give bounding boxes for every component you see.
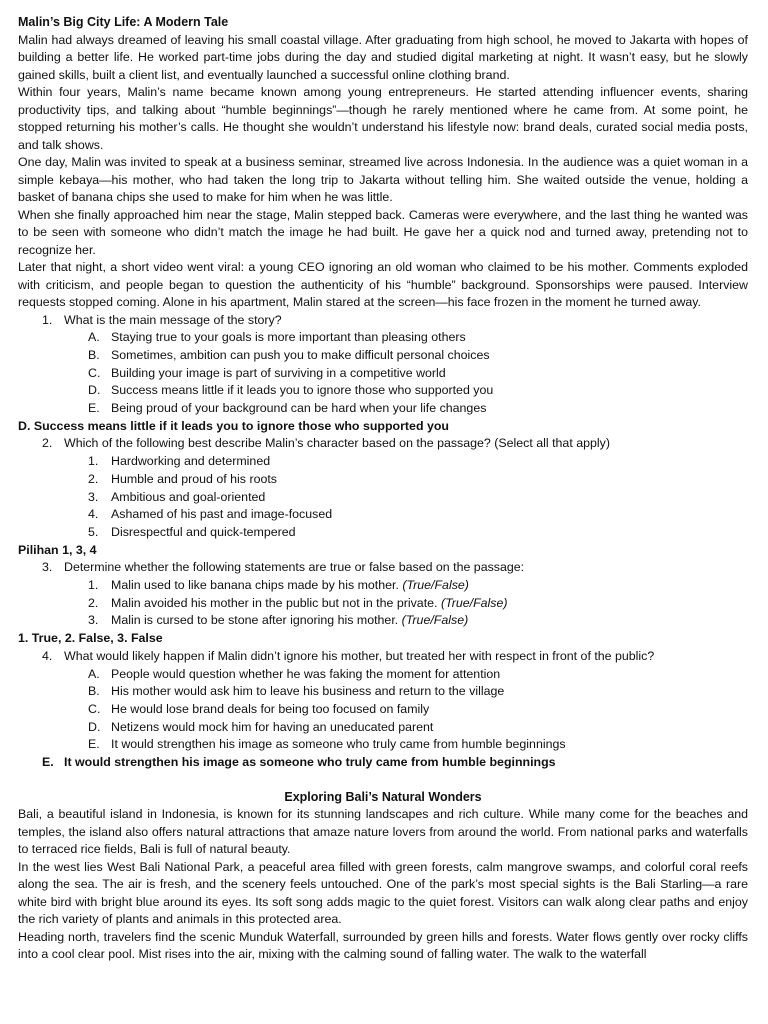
option-item bbox=[18, 400, 748, 418]
option-item bbox=[18, 506, 748, 524]
option-text: Disrespectful and quick-tempered bbox=[111, 524, 296, 539]
option-label: 1. bbox=[88, 578, 99, 593]
bali-title: Exploring Bali’s Natural Wonders bbox=[284, 789, 482, 804]
story-paragraph: When she finally approached him near the stage, Malin stepped back. Cameras were everywhere, and the last thing he wanted was to be seen with someone who didn’t match the image he had built. He gave her a quick nod and turned away, pretending not to recognize her. bbox=[18, 207, 748, 257]
option-label: 4. bbox=[88, 507, 99, 522]
option-label: 2. bbox=[88, 471, 99, 486]
option-label: D. bbox=[88, 719, 101, 734]
statement-item bbox=[18, 612, 748, 630]
option-item bbox=[18, 471, 748, 489]
option-label: 2. bbox=[88, 595, 99, 610]
option-item bbox=[18, 453, 748, 471]
question-4 bbox=[18, 648, 748, 666]
option-label: 3. bbox=[88, 489, 99, 504]
bali-paragraph: In the west lies West Bali National Park, a peaceful area filled with green forests, calm mangrove swamps, and colorful coral reefs along the sea. The air is fresh, and the scenery feels untouched. One of the park’s most special sights is the Bali Starling—a rare white bird with bright blue around its eyes. Its soft song adds magic to the quiet forest. Visitors can walk along clear paths and enjoy the rich variety of plants and animals in this protected area. bbox=[18, 859, 748, 927]
option-label: B. bbox=[88, 684, 100, 699]
option-label: 3. bbox=[88, 613, 99, 628]
story-title: Malin’s Big City Life: A Modern Tale bbox=[18, 15, 229, 29]
answer-3: 1. True, 2. False, 3. False bbox=[18, 631, 163, 646]
option-item bbox=[18, 719, 748, 737]
option-text: Building your image is part of surviving in a competitive world bbox=[111, 365, 446, 380]
option-text: Being proud of your background can be hard when your life changes bbox=[111, 401, 487, 416]
question-number: 1. bbox=[42, 312, 53, 327]
option-label: D. bbox=[88, 383, 101, 398]
option-text: He would lose brand deals for being too focused on family bbox=[111, 701, 430, 716]
true-false-hint: (True/False) bbox=[440, 595, 508, 610]
answer-1: D. Success means little if it leads you to ignore those who supported you bbox=[18, 418, 449, 433]
option-text: People would question whether he was faking the moment for attention bbox=[111, 666, 501, 681]
question-number: 2. bbox=[42, 436, 53, 451]
statement-item bbox=[18, 577, 748, 595]
question-3 bbox=[18, 559, 748, 577]
question-text: What would likely happen if Malin didn’t ignore his mother, but treated her with respect in front of the public? bbox=[64, 648, 655, 663]
option-text: His mother would ask him to leave his business and return to the village bbox=[111, 684, 505, 699]
option-item bbox=[18, 736, 748, 754]
option-text: It would strengthen his image as someone who truly came from humble beginnings bbox=[111, 737, 566, 752]
option-label: A. bbox=[88, 330, 100, 345]
story-paragraph: Within four years, Malin’s name became known among young entrepreneurs. He started attending influencer events, sharing productivity tips, and talking about “humble beginnings”—though he rarely mentioned where he came from. At some point, he stopped returning his mother’s calls. He thought she wouldn’t understand his lifestyle now: brand deals, curated social media posts, and talk shows. bbox=[18, 85, 748, 152]
option-item bbox=[18, 347, 748, 365]
option-label: C. bbox=[88, 365, 101, 380]
question-text: What is the main message of the story? bbox=[64, 312, 282, 327]
statement-text: Malin used to like banana chips made by his mother. bbox=[111, 578, 399, 593]
option-item bbox=[18, 329, 748, 347]
bali-paragraph: Heading north, travelers find the scenic Munduk Waterfall, surrounded by green hills and forests. Water flows gently over rocky cliffs into a cool clear pool. Mist rises into the air, mixing with the calming sound of falling water. The walk to the waterfall bbox=[18, 929, 748, 962]
question-text: Determine whether the following statements are true or false based on the passage: bbox=[64, 560, 525, 575]
story-paragraph: Malin had always dreamed of leaving his small coastal village. After graduating from high school, he moved to Jakarta with hopes of building a better life. He worked part-time jobs during the day and studied digital marketing at night. It wasn’t easy, but he slowly gained skills, built a client list, and eventually launched a successful online clothing brand. bbox=[18, 32, 748, 82]
answer-4 bbox=[18, 754, 748, 772]
option-label: B. bbox=[88, 347, 100, 362]
answer-text: It would strengthen his image as someone who truly came from humble beginnings bbox=[64, 755, 556, 770]
question-text: Which of the following best describe Malin’s character based on the passage? (Select all that apply) bbox=[64, 436, 610, 451]
option-text: Staying true to your goals is more important than pleasing others bbox=[111, 330, 466, 345]
option-label: C. bbox=[88, 701, 101, 716]
option-text: Hardworking and determined bbox=[111, 454, 271, 469]
option-text: Ashamed of his past and image-focused bbox=[111, 507, 333, 522]
option-label: E. bbox=[88, 737, 100, 752]
option-text: Humble and proud of his roots bbox=[111, 471, 277, 486]
option-label: 5. bbox=[88, 524, 99, 539]
statement-text: Malin is cursed to be stone after ignoring his mother. bbox=[111, 613, 399, 628]
option-item bbox=[18, 489, 748, 507]
option-item bbox=[18, 382, 748, 400]
section-spacer bbox=[18, 772, 748, 789]
question-1 bbox=[18, 312, 748, 330]
option-item bbox=[18, 683, 748, 701]
statement-item bbox=[18, 595, 748, 613]
answer-label: E. bbox=[42, 755, 54, 770]
option-item bbox=[18, 524, 748, 542]
question-2 bbox=[18, 435, 748, 453]
option-label: E. bbox=[88, 401, 100, 416]
statement-text: Malin avoided his mother in the public but not in the private. bbox=[111, 595, 438, 610]
true-false-hint: (True/False) bbox=[402, 578, 469, 593]
question-number: 3. bbox=[42, 560, 53, 575]
answer-2: Pilihan 1, 3, 4 bbox=[18, 542, 97, 557]
option-text: Success means little if it leads you to ignore those who supported you bbox=[111, 383, 494, 398]
option-text: Ambitious and goal-oriented bbox=[111, 489, 266, 504]
option-text: Netizens would mock him for having an uneducated parent bbox=[111, 719, 434, 734]
bali-paragraph: Bali, a beautiful island in Indonesia, is known for its stunning landscapes and rich culture. While many come for the beaches and temples, the island also offers natural attractions that amaze nature lovers from around the world. From national parks and waterfalls to terraced rice fields, Bali is full of natural beauty. bbox=[18, 807, 748, 857]
question-number: 4. bbox=[42, 648, 53, 663]
true-false-hint: (True/False) bbox=[401, 613, 469, 628]
option-item bbox=[18, 701, 748, 719]
story-paragraph: Later that night, a short video went viral: a young CEO ignoring an old woman who claimed to be his mother. Comments exploded with criticism, and people began to question the authenticity of his “humble” background. Sponsorships were paused. Interview requests stopped coming. Alone in his apartment, Malin stared at the screen—his face frozen in the moment he turned away. bbox=[18, 260, 748, 309]
story-paragraph: One day, Malin was invited to speak at a business seminar, streamed live across Indonesia. In the audience was a quiet woman in a simple kebaya—his mother, who had taken the long trip to Jakarta without telling him. She waited outside the venue, holding a basket of banana chips she used to make for him when he was little. bbox=[18, 155, 748, 204]
option-label: A. bbox=[88, 666, 100, 681]
option-label: 1. bbox=[88, 454, 99, 469]
option-text: Sometimes, ambition can push you to make difficult personal choices bbox=[111, 347, 490, 362]
option-item bbox=[18, 666, 748, 684]
option-item bbox=[18, 365, 748, 383]
